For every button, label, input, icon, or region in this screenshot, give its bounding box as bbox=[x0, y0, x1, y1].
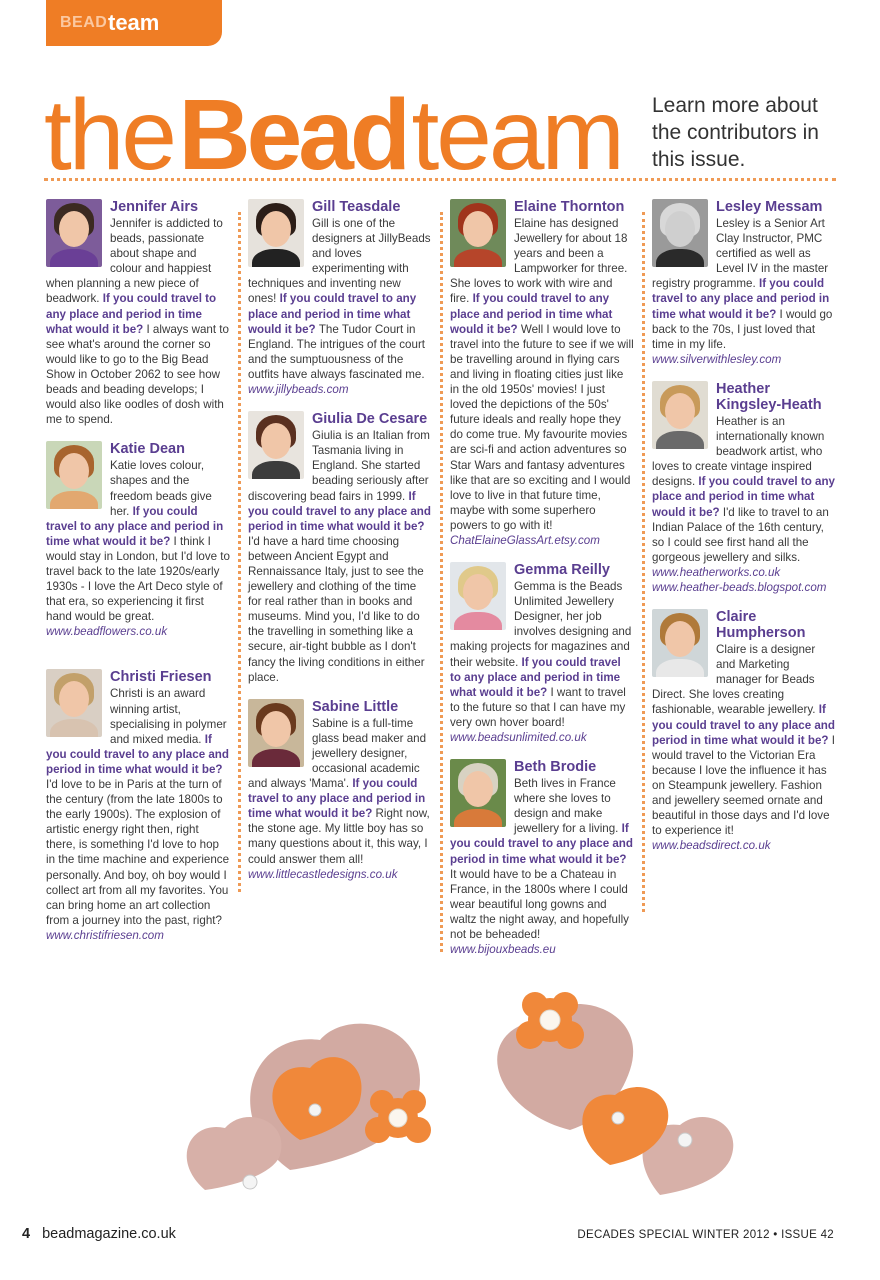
subhead: Learn more about the contributors in this issue. bbox=[652, 94, 819, 171]
contributor-answer: Right now, the stone age. My little boy has so many questions about it, this way, I could answer them all! bbox=[248, 807, 430, 866]
contributor-photo bbox=[248, 411, 304, 479]
contributor-website-link[interactable]: www.silverwithlesley.com bbox=[652, 352, 782, 366]
pearl bbox=[540, 1010, 560, 1030]
contributor-website-link[interactable]: www.bijouxbeads.eu bbox=[450, 943, 556, 957]
contributor-photo bbox=[46, 441, 102, 509]
footer-site: beadmagazine.co.uk bbox=[42, 1226, 176, 1242]
contributor-photo bbox=[652, 199, 708, 267]
contributor-website-link[interactable]: www.beadflowers.co.uk bbox=[46, 625, 168, 639]
contributor-bio: Elaine has designed Jewellery for about 18 years and been a Lampworker for three. She loves to work with wire and fire. bbox=[450, 217, 628, 306]
contributor-website-link[interactable]: www.littlecastledesigns.co.uk bbox=[248, 867, 398, 881]
contributor-bio: Giulia is an Italian from Tasmania living in England. She started beading seriously after discovering bead fairs in 1999. bbox=[248, 429, 430, 503]
page-title bbox=[44, 78, 622, 191]
contributor-bio: Beth lives in France where she loves to design and make jewellery for a living. bbox=[514, 777, 619, 836]
column-divider bbox=[238, 212, 241, 892]
question-text: If you could travel to any place and period in time what would it be? bbox=[450, 655, 621, 699]
contributor-photo bbox=[450, 759, 506, 827]
footer-left bbox=[22, 1226, 176, 1242]
contributor-card bbox=[46, 669, 230, 943]
section-tab-prefix: BEAD bbox=[60, 14, 108, 31]
contributor-website-link[interactable]: www.heatherworks.co.uk bbox=[652, 565, 781, 579]
crystal bbox=[678, 1133, 692, 1147]
contributor-name: Christi Friesen bbox=[110, 669, 212, 686]
contributor-answer: I'd have a hard time choosing between Ancient Egypt and Rennaissance Italy, just to see the jewellery and clothing of the time for real rather than in books and museums. Mind you, I'd like to do the travelling in something like a secure, air-tight bubble as I don't fancy the living conditions in either place. bbox=[248, 534, 425, 684]
pearl bbox=[389, 1109, 407, 1127]
crystal bbox=[612, 1112, 624, 1124]
contributor-card bbox=[450, 199, 634, 548]
contributor-card bbox=[450, 562, 634, 745]
contributor-name: Lesley Messam bbox=[716, 199, 823, 215]
question-text: If you could travel to any place and period in time what would it be? bbox=[248, 777, 426, 821]
title-pre: the bbox=[44, 79, 175, 191]
contributor-photo bbox=[652, 609, 708, 677]
question-text: If you could travel to any place and period in time what would it be? bbox=[248, 489, 431, 533]
contributor-answer: I want to travel to the future so that I can have my very own hover board! bbox=[450, 685, 626, 729]
contributor-bio: Gill is one of the designers at JillyBeads and loves experimenting with techniques and inventing new ones! bbox=[248, 217, 431, 306]
contributor-answer: I would travel to the Victorian Era because I love the influence it has on Steampunk jewellery. Fashion and jewellery seemed ornate and beautiful in those days and I'd love to experience it! bbox=[652, 733, 835, 838]
section-tab-word: team bbox=[108, 10, 160, 35]
contributor-website-link[interactable]: www.christifriesen.com bbox=[46, 928, 164, 942]
contributor-bio: Lesley is a Senior Art Clay Instructor, PMC certified as well as Level IV in the master registry programme. bbox=[652, 217, 829, 291]
contributor-answer: I'd like to travel to an Indian Palace of the 16th century, so I could see first hand all the gorgeous jewellery and silks. bbox=[652, 505, 829, 564]
crystal bbox=[309, 1104, 321, 1116]
footer-issue: DECADES SPECIAL WINTER 2012 • ISSUE 42 bbox=[577, 1229, 834, 1241]
question-text: If you could travel to any place and period in time what would it be? bbox=[248, 292, 417, 336]
contributor-name: Claire Humpherson bbox=[716, 609, 806, 642]
contributor-website-link[interactable]: www.beadsunlimited.co.uk bbox=[450, 731, 587, 744]
column-divider bbox=[440, 212, 443, 952]
section-tab bbox=[46, 0, 222, 46]
contributor-card bbox=[652, 609, 836, 853]
contributor-photo bbox=[248, 699, 304, 767]
contributor-card bbox=[46, 441, 230, 639]
small-heart-left bbox=[187, 1117, 282, 1190]
contributor-answer: Well I would love to travel into the future to see if we will be travelling around in flying cars and living in floating cities just like in the old 1950s' movies! I just loved the depictions of the 50s' future ideals and really hope they do come true. My favourite movies are sci-fi and action adventures so Star Wars and fantasy adventures like that are so exciting and I would love to live in that future time, maybe with some superhero powers to go with it! bbox=[450, 322, 634, 532]
contributor-bio: Gemma is the Beads Unlimited Jewellery Designer, her job involves designing and making projects for magazines and their website. bbox=[450, 580, 632, 669]
contributor-photo bbox=[46, 199, 102, 267]
title-post: team bbox=[411, 79, 622, 191]
question-text: If you could travel to any place and period in time what would it be? bbox=[46, 732, 229, 776]
crystal bbox=[243, 1175, 257, 1189]
contributor-name: Gill Teasdale bbox=[312, 199, 401, 215]
contributor-blog-link[interactable]: www.heather-beads.blogspot.com bbox=[652, 580, 827, 594]
title-bold: Bead bbox=[178, 79, 407, 191]
contributor-card bbox=[248, 411, 432, 685]
contributor-name: Jennifer Airs bbox=[110, 199, 199, 215]
page-number: 4 bbox=[22, 1226, 31, 1242]
contributor-bio: Katie loves colour, shapes and the freedom beads give her. bbox=[110, 459, 212, 518]
contributor-name: Katie Dean bbox=[110, 441, 185, 458]
contributor-answer: I'd love to be in Paris at the turn of the century (from the late 1800s to the early 1900s). The explosion of artistic energy right then, right there, is something I'd love to hop in the time machine and experience personally. And boy, oh boy would I collect art from all my favorites. You can bring home an art collection from a journey into the past, right? bbox=[46, 778, 230, 927]
contributor-card bbox=[46, 199, 230, 427]
contributor-photo bbox=[450, 199, 506, 267]
question-text: If you could travel to any place and period in time what would it be? bbox=[652, 277, 830, 321]
contributor-bio: Jennifer is addicted to beads, passionate about shape and colour and happiest when planning a new piece of beadwork. bbox=[46, 217, 223, 306]
question-text: If you could travel to any place and period in time what would it be? bbox=[652, 475, 835, 519]
contributor-bio: Claire is a designer and Marketing manager for Beads Direct. She loves creating fashionable, wearable jewellery. bbox=[652, 643, 816, 717]
contributor-photo bbox=[652, 381, 708, 449]
contributor-name: Giulia De Cesare bbox=[312, 411, 428, 428]
contributor-answer: I would go back to the 70s, I just loved that time in my life. bbox=[652, 307, 833, 351]
contributor-name: Gemma Reilly bbox=[514, 562, 610, 579]
title-divider bbox=[44, 178, 836, 181]
question-text: If you could travel to any place and period in time what would it be? bbox=[46, 292, 217, 336]
contributor-name: Beth Brodie bbox=[514, 759, 597, 776]
contributor-answer: I think I would stay in London, but I'd love to travel back to the late 1920s/early 1930s - I love the Art Deco style of that era, so experiencing it first hand would be great. bbox=[46, 534, 230, 624]
contributor-bio: Sabine is a full-time glass bead maker and jewellery designer, occasional academic and always 'Mama'. bbox=[248, 716, 427, 791]
contributor-bio: Heather is an internationally known beadwork artist, who loves to create vintage inspired designs. bbox=[652, 414, 825, 489]
contributor-bio: Christi is an award winning artist, specialising in polymer and mixed media. bbox=[110, 687, 227, 746]
contributor-card bbox=[652, 199, 836, 367]
contributor-name: Sabine Little bbox=[312, 698, 399, 715]
contributor-website-link[interactable]: ChatElaineGlassArt.etsy.com bbox=[450, 533, 600, 547]
question-text: If you could travel to any place and period in time what would it be? bbox=[450, 822, 633, 866]
question-text: If you could travel to any place and period in time what would it be? bbox=[450, 292, 613, 336]
question-text: If you could travel to any place and period in time what would it be? bbox=[46, 504, 224, 548]
contributor-website-link[interactable]: www.beadsdirect.co.uk bbox=[652, 839, 771, 853]
column-divider bbox=[642, 212, 645, 912]
contributor-photo bbox=[248, 199, 304, 267]
contributor-website-link[interactable]: www.jillybeads.com bbox=[248, 383, 349, 397]
contributor-photo bbox=[46, 669, 102, 737]
contributor-answer: It would have to be a Chateau in France, in the 1800s where I could wear beautiful long gowns and waltz the night away, and hopefully not be beheaded! bbox=[450, 867, 629, 942]
contributor-name: Heather Kingsley-Heath bbox=[716, 380, 822, 413]
contributor-name: Elaine Thornton bbox=[514, 199, 625, 215]
contributor-card bbox=[248, 199, 432, 397]
contributor-card bbox=[652, 381, 836, 595]
heart-earrings-photo bbox=[0, 990, 880, 1220]
contributor-answer: I always want to see what's around the corner so would like to go to the Big Bead Show in October 2062 to see how beads and beading develops; I would also like oodles of dosh with me to spend. bbox=[46, 322, 229, 427]
contributor-photo bbox=[450, 562, 506, 630]
question-text: If you could travel to any place and period in time what would it be? bbox=[652, 703, 835, 747]
contributor-answer: The Tudor Court in England. The intrigues of the court and the sumptuousness of the outfits have always fascinated me. bbox=[248, 322, 426, 381]
contributor-card bbox=[248, 699, 432, 882]
contributor-card bbox=[450, 759, 634, 957]
